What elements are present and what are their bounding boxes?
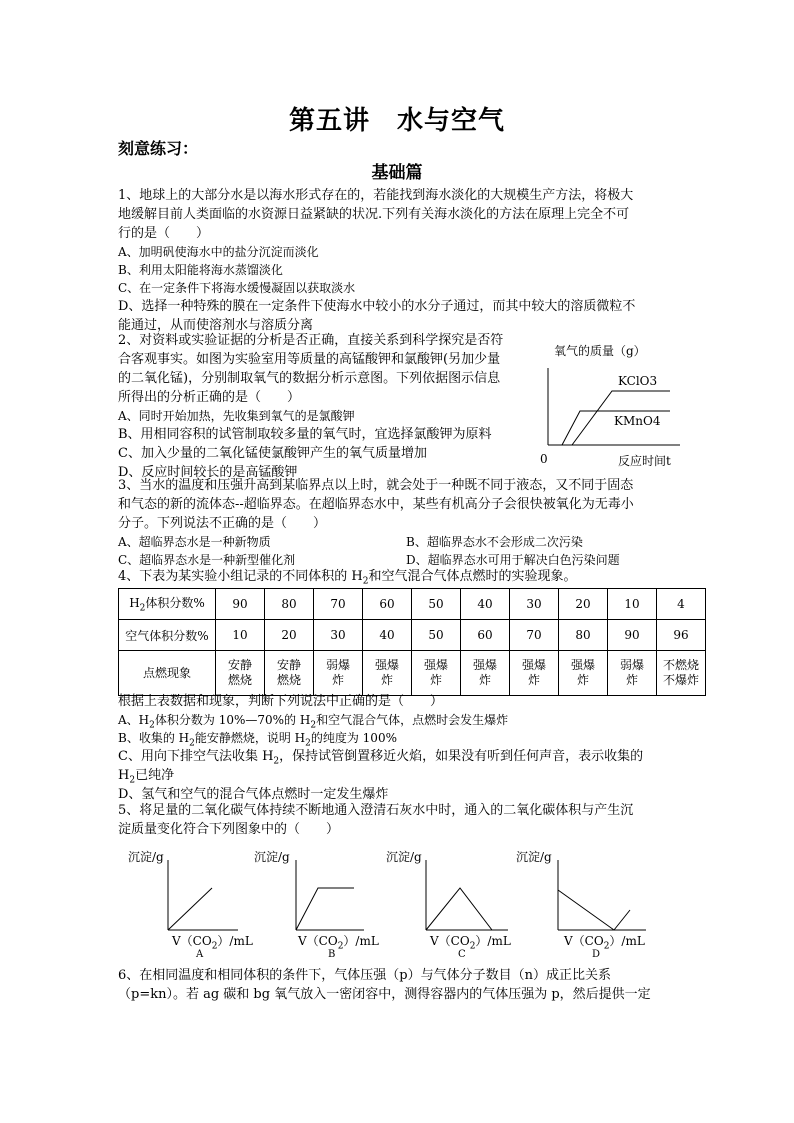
- table-cell: 80: [559, 620, 608, 651]
- row-header-air: 空气体积分数%: [119, 620, 216, 651]
- graph-series-kmno4: KMnO4: [614, 414, 661, 428]
- q2-line: 的二氧化锰)，分别制取氧气的数据分析示意图。下列依据图示信息: [118, 371, 501, 386]
- table-cell: 20: [265, 620, 314, 651]
- question-5: [118, 801, 698, 839]
- q1-line: 行的是（ ）: [118, 226, 210, 241]
- precipitate-graph-b: [254, 848, 379, 963]
- question-4-options: [118, 692, 698, 804]
- q1-option-d: D、选择一种特殊的膜在一定条件下使海水中较小的水分子通过，而其中较大的溶质微粒不: [118, 299, 636, 314]
- section-heading: 基础篇: [371, 163, 423, 183]
- q2-line: 合客观事实。如图为实验室用等质量的高锰酸钾和氯酸钾(另加少量: [118, 352, 501, 367]
- question-3: [118, 476, 698, 569]
- table-cell: 10: [216, 620, 265, 651]
- graph-xlabel: 反应时间t: [618, 454, 671, 468]
- table-cell: 90: [608, 620, 657, 651]
- q3-option-a: A、超临界态水是一种新物质: [118, 535, 271, 549]
- q1-option-b: B、利用太阳能将海水蒸馏淡化: [118, 263, 283, 277]
- table-cell: 10: [608, 589, 657, 620]
- q5-line: 淀质量变化符合下列图象中的（ ）: [118, 822, 340, 837]
- table-cell: 90: [216, 589, 265, 620]
- graph-d-letter: D: [592, 949, 601, 960]
- graph-origin: 0: [540, 452, 548, 466]
- graph-b-xlabel: $V(CO_2)/mL$: [298, 934, 379, 952]
- graph-c-curve: [426, 888, 492, 930]
- graph-b-ylabel: 沉淀/g: [254, 850, 290, 864]
- graph-d-curve: [558, 890, 630, 930]
- q2-option-d: D、反应时间较长的是高锰酸钾: [118, 465, 298, 480]
- q2-option-c: C、加入少量的二氧化锰使氯酸钾产生的氧气质量增加: [118, 446, 427, 461]
- precipitate-graph-a: [128, 848, 253, 963]
- q3-line: 和气态的新的流体态--超临界态。在超临界态水中，某些有机高分子会很快被氧化为无毒小: [118, 497, 634, 512]
- q2-option-a: A、同时开始加热，先收集到氧气的是氯酸钾: [118, 409, 355, 423]
- table-cell: 20: [559, 589, 608, 620]
- q2-line: 2、对资料或实验证据的分析是否正确，直接关系到科学探究是否符: [118, 333, 504, 348]
- page-title: 第五讲 水与空气: [288, 106, 505, 136]
- practice-heading: 刻意练习：: [118, 139, 199, 158]
- q1-line: 1、地球上的大部分水是以海水形式存在的，若能找到海水淡化的大规模生产方法，将极大: [118, 188, 634, 203]
- q4-intro: 4、下表为某实验小组记录的不同体积的 $H_2$和空气混合气体点燃时的实验现象。: [118, 569, 577, 587]
- row-header-phenomenon: 点燃现象: [119, 651, 216, 696]
- table-cell: 安静 燃烧: [265, 651, 314, 696]
- q3-line: 3、当水的温度和压强升高到某临界点以上时，就会处于一种既不同于液态，又不同于固态: [118, 478, 634, 493]
- table-cell: 弱爆 炸: [608, 651, 657, 696]
- q2-line: 所得出的分析正确的是（ ）: [118, 390, 301, 405]
- q3-line: 分子。下列说法不正确的是（ ）: [118, 516, 327, 531]
- table-cell: 强爆 炸: [559, 651, 608, 696]
- table-cell: 50: [412, 620, 461, 651]
- table-cell: 弱爆 炸: [314, 651, 363, 696]
- graph-c-letter: C: [458, 949, 466, 960]
- q2-option-b: B、用相同容积的试管制取较多量的氧气时，宜选择氯酸钾为原料: [118, 427, 492, 442]
- table-row: [119, 620, 706, 651]
- graph-a-xlabel: $V(CO_2)/mL$: [172, 934, 253, 952]
- graph-c-xlabel: $V(CO_2)/mL$: [430, 934, 511, 952]
- q1-option-c: C、在一定条件下将海水缓慢凝固以获取淡水: [118, 281, 356, 295]
- q1-option-a: A、加明矾使海水中的盐分沉淀而淡化: [118, 245, 319, 259]
- q5-line: 5、将足量的二氧化碳气体持续不断地通入澄清石灰水中时，通入的二氧化碳体积与产生沉: [118, 803, 634, 818]
- table-cell: 96: [657, 620, 706, 651]
- table-cell: 安静 燃烧: [216, 651, 265, 696]
- q1-option-d-cont: 能通过，从而使溶剂水与溶质分离: [118, 318, 314, 333]
- q4-option-d: D、氢气和空气的混合气体点燃时一定发生爆炸: [118, 787, 389, 802]
- question-1: [118, 186, 698, 335]
- table-cell: 70: [314, 589, 363, 620]
- table-cell: 强爆 炸: [461, 651, 510, 696]
- question-6: [118, 966, 698, 1004]
- table-cell: 4: [657, 589, 706, 620]
- table-cell: 不燃烧 不爆炸: [657, 651, 706, 696]
- q3-option-c: C、超临界态水是一种新型催化剂: [118, 553, 296, 567]
- table-row: [119, 651, 706, 696]
- table-cell: 强爆 炸: [363, 651, 412, 696]
- q4-option-c: C、用向下排空气法收集 $H_2$，保持试管倒置移近火焰，如果没有听到任何声音，表示收集的: [118, 749, 644, 767]
- table-cell: 80: [265, 589, 314, 620]
- q4-option-a: A、$H_2$体积分数为 10%—70%的 $H_2$和空气混合气体，点燃时会发生爆炸: [118, 713, 509, 731]
- graph-a-letter: A: [196, 949, 204, 960]
- table-cell: 30: [510, 589, 559, 620]
- oxygen-mass-graph: [540, 340, 690, 470]
- q4-option-b: B、收集的 $H_2$能安静燃烧，说明 $H_2$的纯度为 100%: [118, 731, 397, 749]
- q4-question: 根据上表数据和现象，判断下列说法中正确的是（ ）: [118, 694, 444, 709]
- table-cell: 强爆 炸: [510, 651, 559, 696]
- q3-option-d: D、超临界态水可用于解决白色污染问题: [406, 553, 620, 567]
- table-cell: 40: [363, 620, 412, 651]
- table-cell: 30: [314, 620, 363, 651]
- q3-option-b: B、超临界态水不会形成二次污染: [406, 535, 583, 549]
- table-cell: 60: [363, 589, 412, 620]
- q6-line: （p=kn）。若 ag 碳和 bg 氧气放入一密闭容中，测得容器内的气体压强为 p，然后提供一定: [118, 987, 651, 1002]
- q6-line: 6、在相同温度和相同体积的条件下，气体压强（p）与气体分子数目（n）成正比关系: [118, 968, 611, 983]
- graph-d-ylabel: 沉淀/g: [516, 850, 552, 864]
- graph-d-xlabel: $V(CO_2)/mL$: [564, 934, 645, 952]
- graph-a-ylabel: 沉淀/g: [128, 850, 164, 864]
- table-cell: 70: [510, 620, 559, 651]
- graph-b-letter: B: [328, 949, 336, 960]
- experiment-table: [118, 588, 706, 696]
- question-2: [118, 331, 548, 482]
- q4-option-c-cont: $H_2$已纯净: [118, 768, 175, 786]
- oxygen-graph-axes: [540, 340, 690, 470]
- table-cell: 40: [461, 589, 510, 620]
- graph-b-curve: [296, 888, 354, 930]
- table-cell: 60: [461, 620, 510, 651]
- table-cell: 强爆 炸: [412, 651, 461, 696]
- table-row: [119, 589, 706, 620]
- graph-ylabel: 氧气的质量（g）: [554, 344, 646, 358]
- graph-series-kclo3: KClO3: [618, 374, 658, 388]
- graph-a-curve: [168, 888, 212, 930]
- q3-options-row: [118, 533, 698, 551]
- q1-line: 地缓解目前人类面临的水资源日益紧缺的状况.下列有关海水淡化的方法在原理上完全不可: [118, 207, 630, 222]
- graph-c-ylabel: 沉淀/g: [386, 850, 422, 864]
- table-cell: 50: [412, 589, 461, 620]
- question-4-intro: [118, 567, 698, 586]
- precipitate-graph-d: [516, 848, 656, 963]
- precipitate-graph-c: [386, 848, 516, 963]
- row-header-h2: $H_2$体积分数%: [119, 589, 216, 620]
